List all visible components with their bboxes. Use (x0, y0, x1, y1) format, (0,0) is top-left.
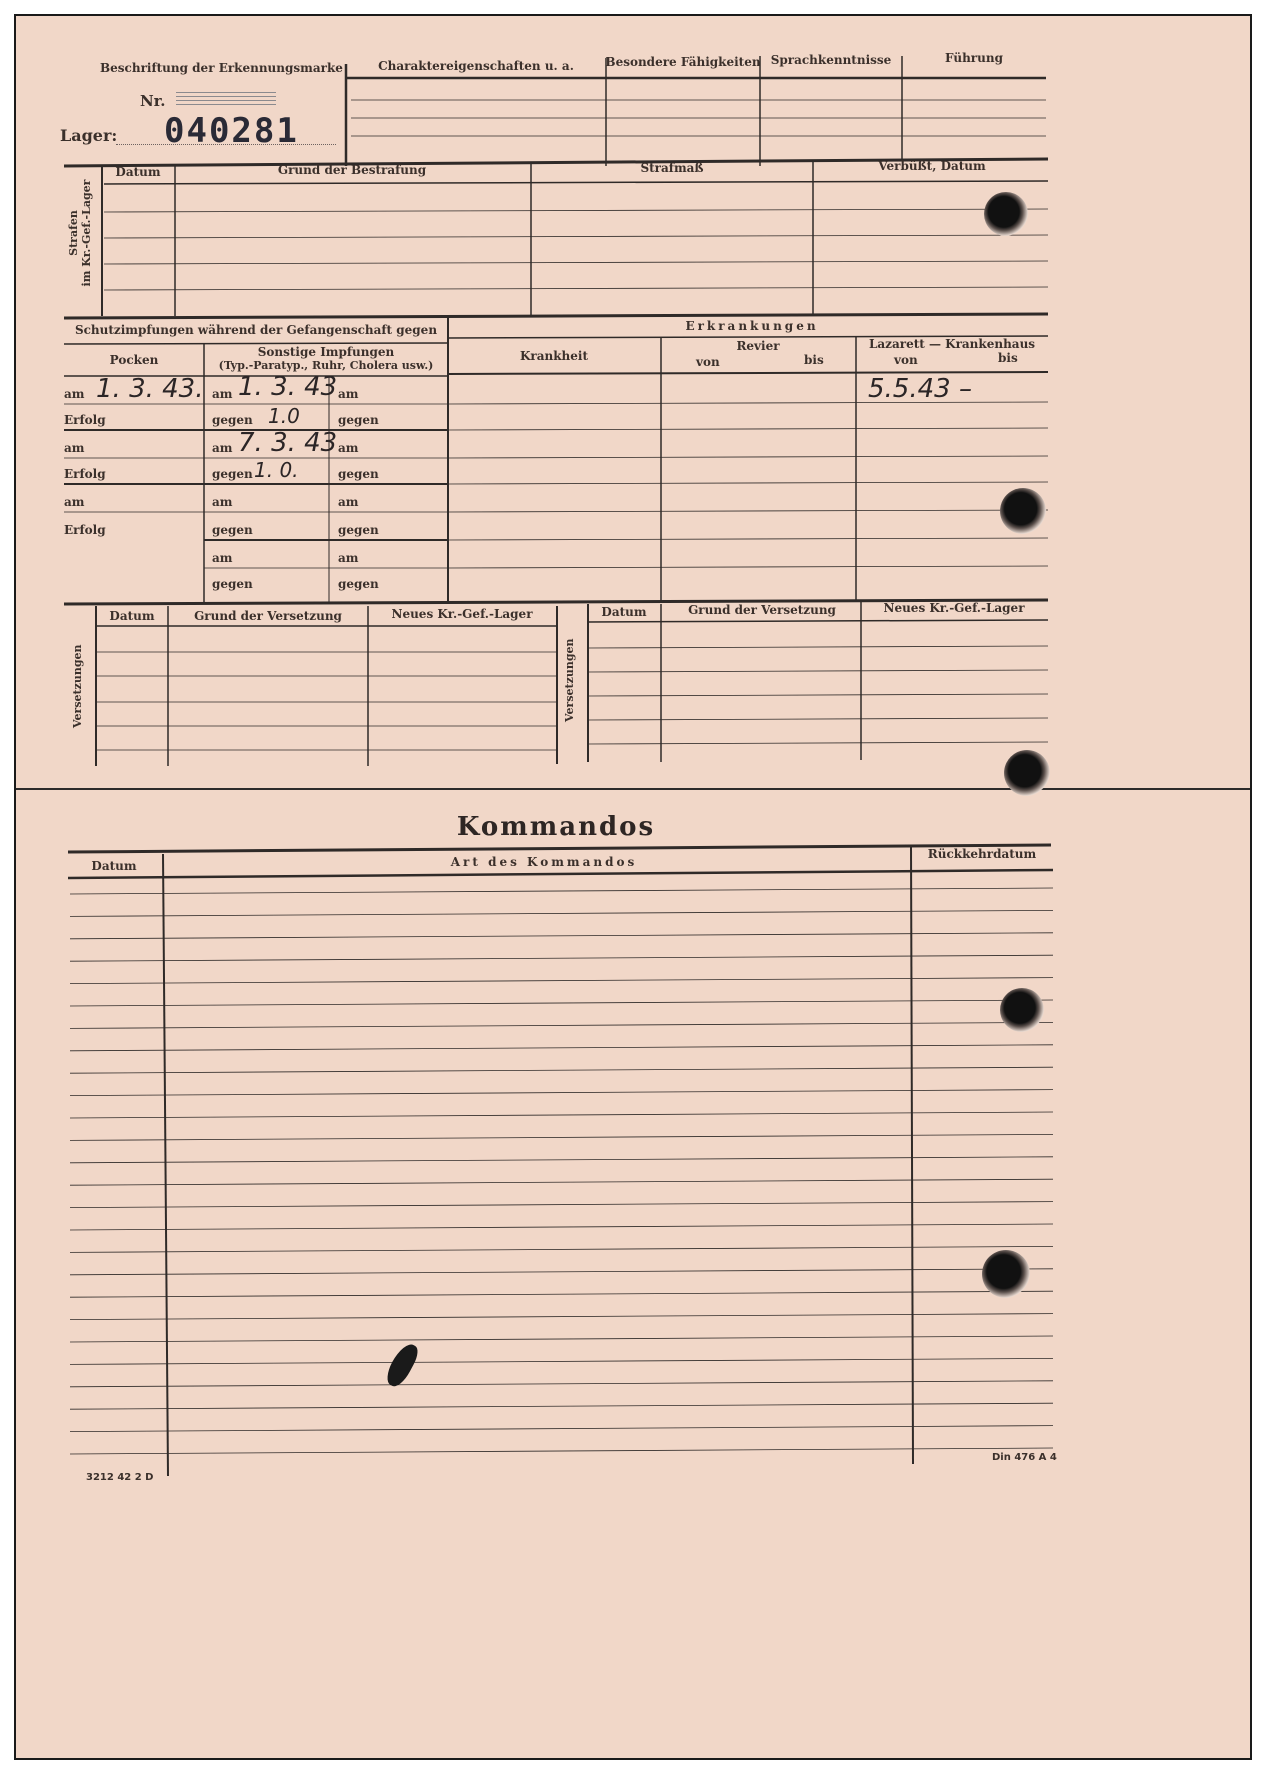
erkrankungen-lazarett: Lazarett — Krankenhaus (868, 337, 1036, 351)
tag-label: Beschriftung der Erkennungsmarke (100, 61, 343, 75)
punch-hole (984, 192, 1028, 236)
lazarett-bis: bis (998, 351, 1018, 365)
sonstige2-gegen-1: gegen (338, 413, 379, 427)
header-col-conduct: Führung (945, 51, 1003, 65)
kommando-row-line (70, 1157, 1053, 1163)
strafen-side-label (68, 178, 93, 288)
versetzungen-left-date: Datum (109, 609, 155, 623)
lager-dotted-line (116, 144, 336, 145)
kommando-row-line (70, 888, 1053, 894)
kommando-row-line (70, 1358, 1053, 1364)
strafen-side-label-2: im Kr.-Gef.-Lager (79, 179, 93, 287)
sonstige2-am-1: am (338, 387, 359, 401)
sonstige2-gegen-4: gegen (338, 577, 379, 591)
kommando-row-line (70, 978, 1053, 984)
kommando-row-line (70, 1179, 1053, 1185)
sonstige-am-1: am (212, 387, 233, 401)
sonstige-am-3: am (212, 495, 233, 509)
kommando-row-line (70, 1426, 1053, 1432)
sonstige2-gegen-3: gegen (338, 523, 379, 537)
sonstige2-am-3: am (338, 495, 359, 509)
sonstige-gegen-1: gegen (212, 413, 253, 427)
sonstige-date-2: 7. 3. 43 (238, 428, 338, 458)
kommandos-col-return: Rückkehrdatum (927, 847, 1037, 861)
header-col-character: Charaktereigenschaften u. a. (378, 59, 574, 73)
kommando-row-line (70, 1448, 1053, 1454)
lazarett-von: von (894, 353, 918, 367)
kommando-row-line (70, 955, 1053, 961)
versetzungen-left-camp: Neues Kr.-Gef.-Lager (391, 607, 533, 621)
din-format: Din 476 A 4 (992, 1452, 1057, 1463)
nr-field-lines (176, 92, 276, 108)
punch-hole (1004, 750, 1050, 796)
kommando-row-line (70, 1000, 1053, 1006)
kommando-row-line (70, 1403, 1053, 1409)
strafen-col-date: Datum (115, 165, 161, 179)
kommando-row-line (70, 1045, 1053, 1051)
kommando-row-line (70, 1202, 1053, 1208)
kommando-row-line (70, 1134, 1053, 1140)
sonstige-am-4: am (212, 551, 233, 565)
lazarett-von-date: 5.5.43 – (868, 374, 972, 404)
kommando-row-line (70, 1246, 1053, 1252)
impfungen-title: Schutzimpfungen während der Gefangenschaft gegen (74, 323, 438, 337)
kommando-row-line (70, 1314, 1053, 1320)
form-grid-lines (16, 16, 1254, 1762)
sonstige-gegen-2: gegen (212, 467, 253, 481)
kommando-row-line (70, 933, 1053, 939)
erkrankungen-krankheit: Krankheit (519, 349, 589, 363)
erkrankungen-title: Erkrankungen (685, 319, 819, 333)
kommando-row-line (70, 1067, 1053, 1073)
sonstige2-am-2: am (338, 441, 359, 455)
kommando-row-line (70, 910, 1053, 916)
punch-hole (1000, 988, 1044, 1032)
kommando-row-line (70, 1291, 1053, 1297)
sonstige2-gegen-2: gegen (338, 467, 379, 481)
kommando-row-line (70, 1269, 1053, 1275)
kommando-row-line (70, 1112, 1053, 1118)
pocken-erfolg-label-1: Erfolg (64, 413, 106, 427)
sonstige-gegen-3: gegen (212, 523, 253, 537)
impfungen-pocken: Pocken (109, 353, 159, 367)
strafen-col-measure: Strafmaß (640, 161, 704, 175)
pocken-am-label-3: am (64, 495, 85, 509)
impfungen-sonstige: Sonstige Impfungen (257, 345, 395, 359)
kommandos-title: Kommandos (456, 812, 656, 842)
revier-bis: bis (804, 353, 824, 367)
punch-hole (1000, 488, 1046, 534)
lager-value: 040281 (164, 111, 299, 151)
versetzungen-side-label-left: Versetzungen (71, 644, 84, 728)
sonstige-gegen-4: gegen (212, 577, 253, 591)
header-col-languages: Sprachkenntnisse (770, 53, 892, 67)
strafen-side-label-1: Strafen (67, 210, 80, 256)
sonstige-am-2: am (212, 441, 233, 455)
kommando-row-line (70, 1336, 1053, 1342)
kommando-row-line (70, 1381, 1053, 1387)
versetzungen-right-reason: Grund der Versetzung (688, 603, 836, 617)
strafen-col-reason: Grund der Bestrafung (277, 163, 427, 177)
kommando-row-line (70, 1090, 1053, 1096)
pocken-erfolg-label-3: Erfolg (64, 523, 106, 537)
fold-line (16, 788, 1250, 790)
sonstige-date-1: 1. 3. 43 (238, 372, 338, 402)
nr-label: Nr. (140, 92, 166, 110)
pocken-date-1: 1. 3. 43. (96, 374, 204, 404)
lager-label: Lager: (60, 126, 118, 145)
erkrankungen-revier: Revier (736, 339, 780, 353)
versetzungen-right-date: Datum (601, 605, 647, 619)
sonstige-result-1: 1.0 (268, 404, 300, 428)
kommandos-col-type: Art des Kommandos (450, 855, 638, 869)
sonstige-result-2: 1. 0. (254, 458, 299, 482)
prisoner-record-card (14, 14, 1252, 1760)
pocken-erfolg-label-2: Erfolg (64, 467, 106, 481)
impfungen-sonstige-sub: (Typ.-Paratyp., Ruhr, Cholera usw.) (218, 359, 434, 372)
kommando-row-line (70, 1224, 1053, 1230)
header-col-skills: Besondere Fähigkeiten (605, 55, 761, 69)
versetzungen-side-label-right: Versetzungen (563, 638, 576, 722)
kommando-row-line (70, 1022, 1053, 1028)
pocken-am-label-1: am (64, 387, 85, 401)
strafen-col-served: Verbüßt, Datum (878, 159, 986, 173)
versetzungen-left-reason: Grund der Versetzung (194, 609, 342, 623)
kommandos-col-date: Datum (91, 859, 137, 873)
sonstige2-am-4: am (338, 551, 359, 565)
pocken-am-label-2: am (64, 441, 85, 455)
print-code: 3212 42 2 D (86, 1472, 154, 1483)
punch-hole (982, 1250, 1030, 1298)
versetzungen-right-camp: Neues Kr.-Gef.-Lager (883, 601, 1025, 615)
revier-von: von (696, 355, 720, 369)
